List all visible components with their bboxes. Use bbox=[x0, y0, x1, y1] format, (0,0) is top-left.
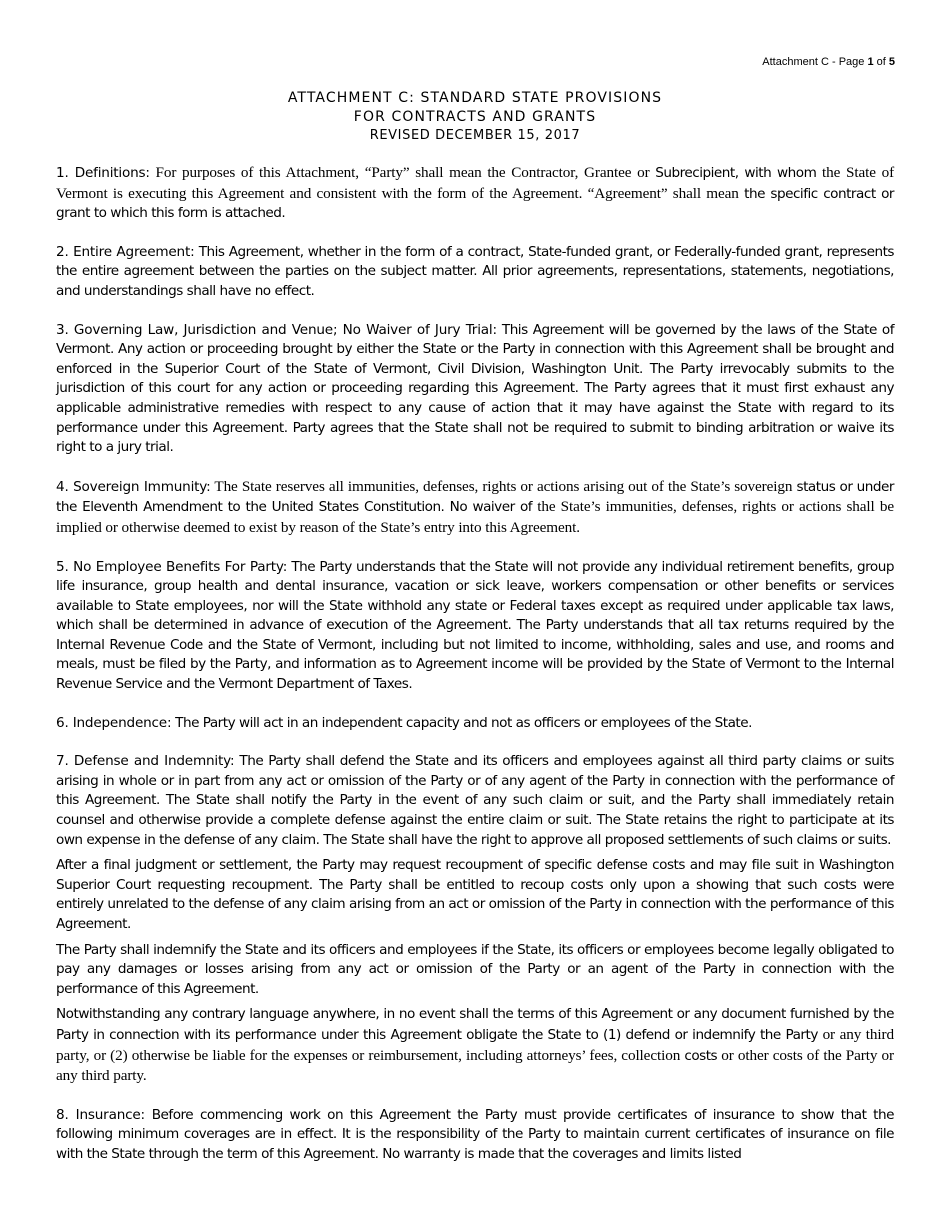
section-defense-indemnity-p4 bbox=[56, 1005, 894, 1086]
section-insurance bbox=[56, 1106, 894, 1165]
section-heading: 7. Defense and Indemnity: bbox=[56, 753, 235, 770]
section-text: the State’s immunities, defenses, rights or actions shall be implied or otherwise deemed to exist by reason of the State’s entry into this Agreement. bbox=[56, 498, 894, 536]
total-pages-number: 5 bbox=[888, 56, 895, 68]
section-heading: 1. Definitions: bbox=[56, 165, 150, 181]
title-line-1: ATTACHMENT C: STANDARD STATE PROVISIONS bbox=[287, 90, 663, 106]
section-heading: 3. Governing Law, Jurisdiction and Venue; No Waiver of Jury Trial: bbox=[56, 321, 497, 338]
section-text: The Party will act in an independent capacity and not as officers or employees of the State. bbox=[171, 714, 752, 731]
section-heading: 8. Insurance: bbox=[56, 1106, 145, 1123]
page-label: Attachment C - Page bbox=[762, 56, 868, 68]
section-text: The Party understands that the State will not provide any individual retirement benefits, group life insurance, group health and dental insurance, vacation or sick leave, workers compensation or other benefits or services available to State employees, nor will the State withhold any state or Federal taxes except as required under applicable tax laws, which shall be determined in advance of execution of the Agreement. The Party understands that all tax returns required by the Internal Revenue Code and the State of Vermont, including but not limited to income, withholding, sales and use, and rooms and meals, must be filed by the Party, and information as to Agreement income will be provided by the State of Vermont to the Internal Revenue Service and the Vermont Department of Taxes. bbox=[56, 558, 894, 693]
section-text: or any third party, or (2) otherwise be liable for the expenses or reimbursement, including attorneys’ fees, collection bbox=[56, 1025, 894, 1064]
section-text: Before commencing work on this Agreement the Party must provide certificates of insurance to show that the following minimum coverages are in effect. It is the responsibility of the Party to maintain current certificates of insurance on file with the State through the term of this Agreement. No warranty is made that the coverages and limits listed bbox=[56, 1106, 894, 1162]
current-page-number: 1 bbox=[867, 56, 874, 68]
section-heading: 4. Sovereign Immunity: bbox=[56, 478, 211, 495]
title-line-2: FOR CONTRACTS AND GRANTS bbox=[353, 109, 597, 125]
section-defense-indemnity-p2: After a final judgment or settlement, the Party may request recoupment of specific defense costs and may file suit in Washington Superior Court requesting recoupment. The Party shall be entitled to recoup costs only upon a showing that such costs were entirely unrelated to the defense of any claim arising from an act or omission of the Party in connection with the performance of this Agreement. bbox=[56, 857, 894, 932]
revised-date: REVISED DECEMBER 15, 2017 bbox=[369, 128, 581, 143]
section-text: Notwithstanding any contrary language anywhere, in no event shall the terms of this Agreement or any document furnished by the Party in connection with its performance under this Agreement obligate the State to (1) defend or indemnify the Party bbox=[56, 1006, 894, 1043]
section-heading: 6. Independence: bbox=[56, 714, 172, 731]
page-header bbox=[762, 56, 895, 68]
section-text: Subrecipient, with whom bbox=[655, 165, 817, 181]
section-no-employee-benefits bbox=[56, 558, 894, 695]
section-sovereign-immunity bbox=[56, 477, 894, 539]
section-text: The Party shall defend the State and its officers and employees against all third party claims or suits arising in whole or in part from any act or omission of the Party or of any agent of the Party in connection with the performance of this Agreement. The State shall notify the Party in the event of any such claim or suit, and the Party shall immediately retain counsel and otherwise provide a complete defense against the entire claim or suit. The State retains the right to participate at its own expense in the defense of any claim. The State shall have the right to approve all proposed settlements of such claims or suits. bbox=[56, 753, 894, 848]
section-text: The State reserves all immunities, defenses, rights or actions arising out of the State’s sovereign bbox=[210, 477, 797, 495]
section-text: status or under the Eleventh Amendment to the United States Constitution. No waiver of bbox=[56, 478, 894, 516]
section-entire-agreement bbox=[56, 243, 894, 302]
section-defense-indemnity bbox=[56, 752, 894, 850]
section-heading: 2. Entire Agreement: bbox=[56, 243, 195, 260]
section-heading: 5. No Employee Benefits For Party: bbox=[56, 558, 288, 575]
section-text: This Agreement will be governed by the laws of the State of Vermont. Any action or proceeding brought by either the State or the Party in connection with this Agreement shall be brought and enforced in the Superior Court of the State of Vermont, Civil Division, Washington Unit. The Party irrevocably submits to the jurisdiction of this court for any action or proceeding regarding this Agreement. The Party agrees that it must first exhaust any applicable administrative remedies with respect to any cause of action that it may have against the State with regard to its performance under this Agreement. Party agrees that the State shall not be required to submit to binding arbitration or waive its right to a jury trial. bbox=[56, 321, 894, 456]
section-text: For purposes of this Attachment, “Party” shall mean the Contractor, Grantee or bbox=[149, 164, 656, 181]
section-text: This Agreement, whether in the form of a contract, State-funded grant, or Federally-funded grant, represents the entire agreement between the parties on the subject matter. All prior agreements, representations, statements, negotiations, and understandings shall have no effect. bbox=[56, 243, 894, 299]
section-defense-indemnity-p3: The Party shall indemnify the State and its officers and employees if the State, its officers or employees become legally obligated to pay any damages or losses arising from any act or omission of the Party or an agent of the Party in connection with the performance of this Agreement. bbox=[56, 941, 894, 997]
document-title bbox=[56, 89, 894, 145]
section-independence bbox=[56, 714, 894, 734]
section-governing-law bbox=[56, 321, 894, 458]
section-text: the State of Vermont is executing this Agreement and consistent with the form of the Agreement. “Agreement” shall mean bbox=[56, 164, 895, 202]
section-text: costs bbox=[684, 1047, 718, 1064]
page-of: of bbox=[873, 56, 889, 68]
document-body bbox=[56, 163, 894, 1184]
section-text: the specific contract or grant to which this form is attached. bbox=[56, 185, 895, 222]
section-definitions bbox=[56, 163, 894, 224]
section-text: or other costs of the Party or any third party. bbox=[56, 1046, 894, 1085]
